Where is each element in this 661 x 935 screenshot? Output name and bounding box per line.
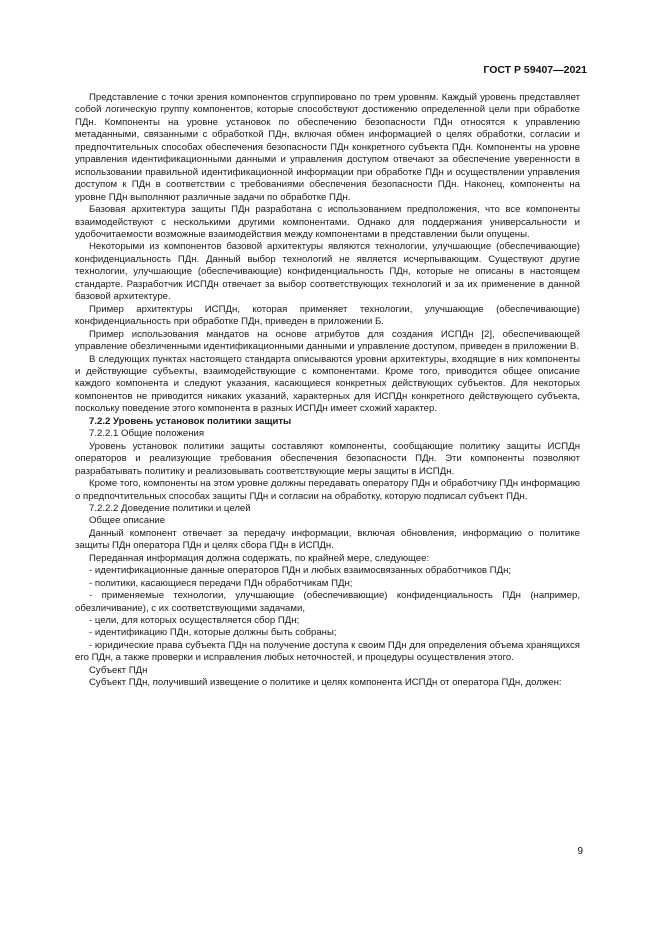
- paragraph: Переданная информация должна содержать, по крайней мере, следующее:: [89, 552, 430, 564]
- subsection-heading: 7.2.2.1 Общие положения: [89, 428, 205, 440]
- subsection-heading: 7.2.2.2 Доведение политики и целей: [89, 502, 251, 514]
- paragraph: Кроме того, компоненты на этом уровне должны передавать оператору ПДн и обработчику ПДн информацию о предпочтительных способах защиты ПДн и согласии на обработку, которую подписал субъект ПДн.: [75, 478, 580, 502]
- subheading-general: Общее описание: [89, 515, 166, 527]
- paragraph: Базовая архитектура защиты ПДн разработана с использованием предположения, что все компоненты взаимодействуют с несколькими другими компонентами. Однако для поддержания универсальности и удобочитаемости возможные взаимодействия между компонентами в представлении были опущены.: [75, 204, 580, 240]
- paragraph: В следующих пунктах настоящего стандарта описываются уровни архитектуры, входящие в них компоненты и действующие субъекты, взаимодействующие с компонентами. Кроме того, приводится общее описание каждого компонента и следуют указания, касающиеся конкретных действующих субъектов. Для некоторых компонентов не приводится никаких указаний, характерных для ИСПДн конкретного действующего субъекта, поскольку поведение этого компонента в разных ИСПДн имеет схожий характер.: [75, 353, 580, 415]
- section-heading: 7.2.2 Уровень установок политики защиты: [89, 415, 292, 427]
- list-item: - применяемые технологии, улучшающие (обеспечивающие) конфиденциальность ПДн (например, обезличивание), с их соответствующими задачами,: [75, 590, 580, 614]
- paragraph: Пример использования мандатов на основе атрибутов для создания ИСПДн [2], обеспечивающей управление обезличенными идентификационными данными и управление доступом, приведен в приложении В.: [75, 328, 580, 353]
- page-number: 9: [577, 846, 583, 857]
- paragraph: Субъект ПДн, получивший извещение о политике и целях компонента ИСПДн от оператора ПДн, должен:: [89, 677, 562, 689]
- paragraph: Данный компонент отвечает за передачу информации, включая обновления, информацию о политике защиты ПДн оператора ПДн и целях сбора ПДн в ИСПДн.: [75, 527, 580, 552]
- paragraph: Пример архитектуры ИСПДн, которая применяет технологии, улучшающие (обеспечивающие) конфиденциальность при обработке ПДн, приведен в приложении Б.: [75, 303, 580, 328]
- list-item: - идентификационные данные операторов ПДн и любых взаимосвязанных обработчиков ПДн;: [89, 565, 512, 577]
- list-item: - политики, касающиеся передачи ПДн обработчикам ПДн;: [89, 577, 353, 589]
- document-standard-id: ГОСТ Р 59407—2021: [483, 64, 587, 76]
- paragraph: Представление с точки зрения компонентов сгруппировано по трем уровням. Каждый уровень представляет собой логическую группу компонентов, которые способствуют достижению определенной цели при обработке ПДн. Компоненты на уровне установок по обеспечению безопасности ПДн относятся к управлению метаданными, связанными с обработкой ПДн, включая обмен информацией о целях обработки, согласии и предпочтительных способах обеспечения безопасности ПДн конкретного субъекта ПДн. Компоненты на уровне управления идентификационными данными и управления доступом отвечают за обеспечение уверенности в использовании правильной идентификационной информации при обработке ПДн и осуществлении управления доступом к ПДн в соответствии с требованиями обеспечения безопасности ПДн. Наконец, компоненты на уровне ПДн выполняют различные задачи по обработке ПДн.: [75, 92, 580, 203]
- list-item: - юридические права субъекта ПДн на получение доступа к своим ПДн для определения объема хранящихся его ПДн, а также проверки и исправления любых неточностей, и процедуры осуществления этого.: [75, 639, 580, 664]
- list-item: - цели, для которых осуществляется сбор ПДн;: [89, 615, 300, 627]
- paragraph: Некоторыми из компонентов базовой архитектуры являются технологии, улучшающие (обеспечивающие) конфиденциальность ПДн. Данный выбор технологий не является исчерпывающим. Существуют другие технологии, улучшающие (обеспечивающие) конфиденциальность ПДн, которые не описаны в настоящем стандарте. Разработчик ИСПДн отвечает за выбор соответствующих технологий и за их применение в данной базовой архитектуре.: [75, 241, 580, 303]
- list-item: - идентификацию ПДн, которые должны быть собраны;: [89, 627, 337, 639]
- subheading-subject: Субъект ПДн: [89, 664, 148, 676]
- page-body: [75, 92, 580, 690]
- paragraph: Уровень установок политики защиты составляют компоненты, сообщающие политику защиты ИСПДн операторов и реализующие требования обеспечения безопасности ПДн. Эти компоненты позволяют разрабатывать политику и реализовывать соответствующие меры защиты в ИСПДн.: [75, 440, 580, 477]
